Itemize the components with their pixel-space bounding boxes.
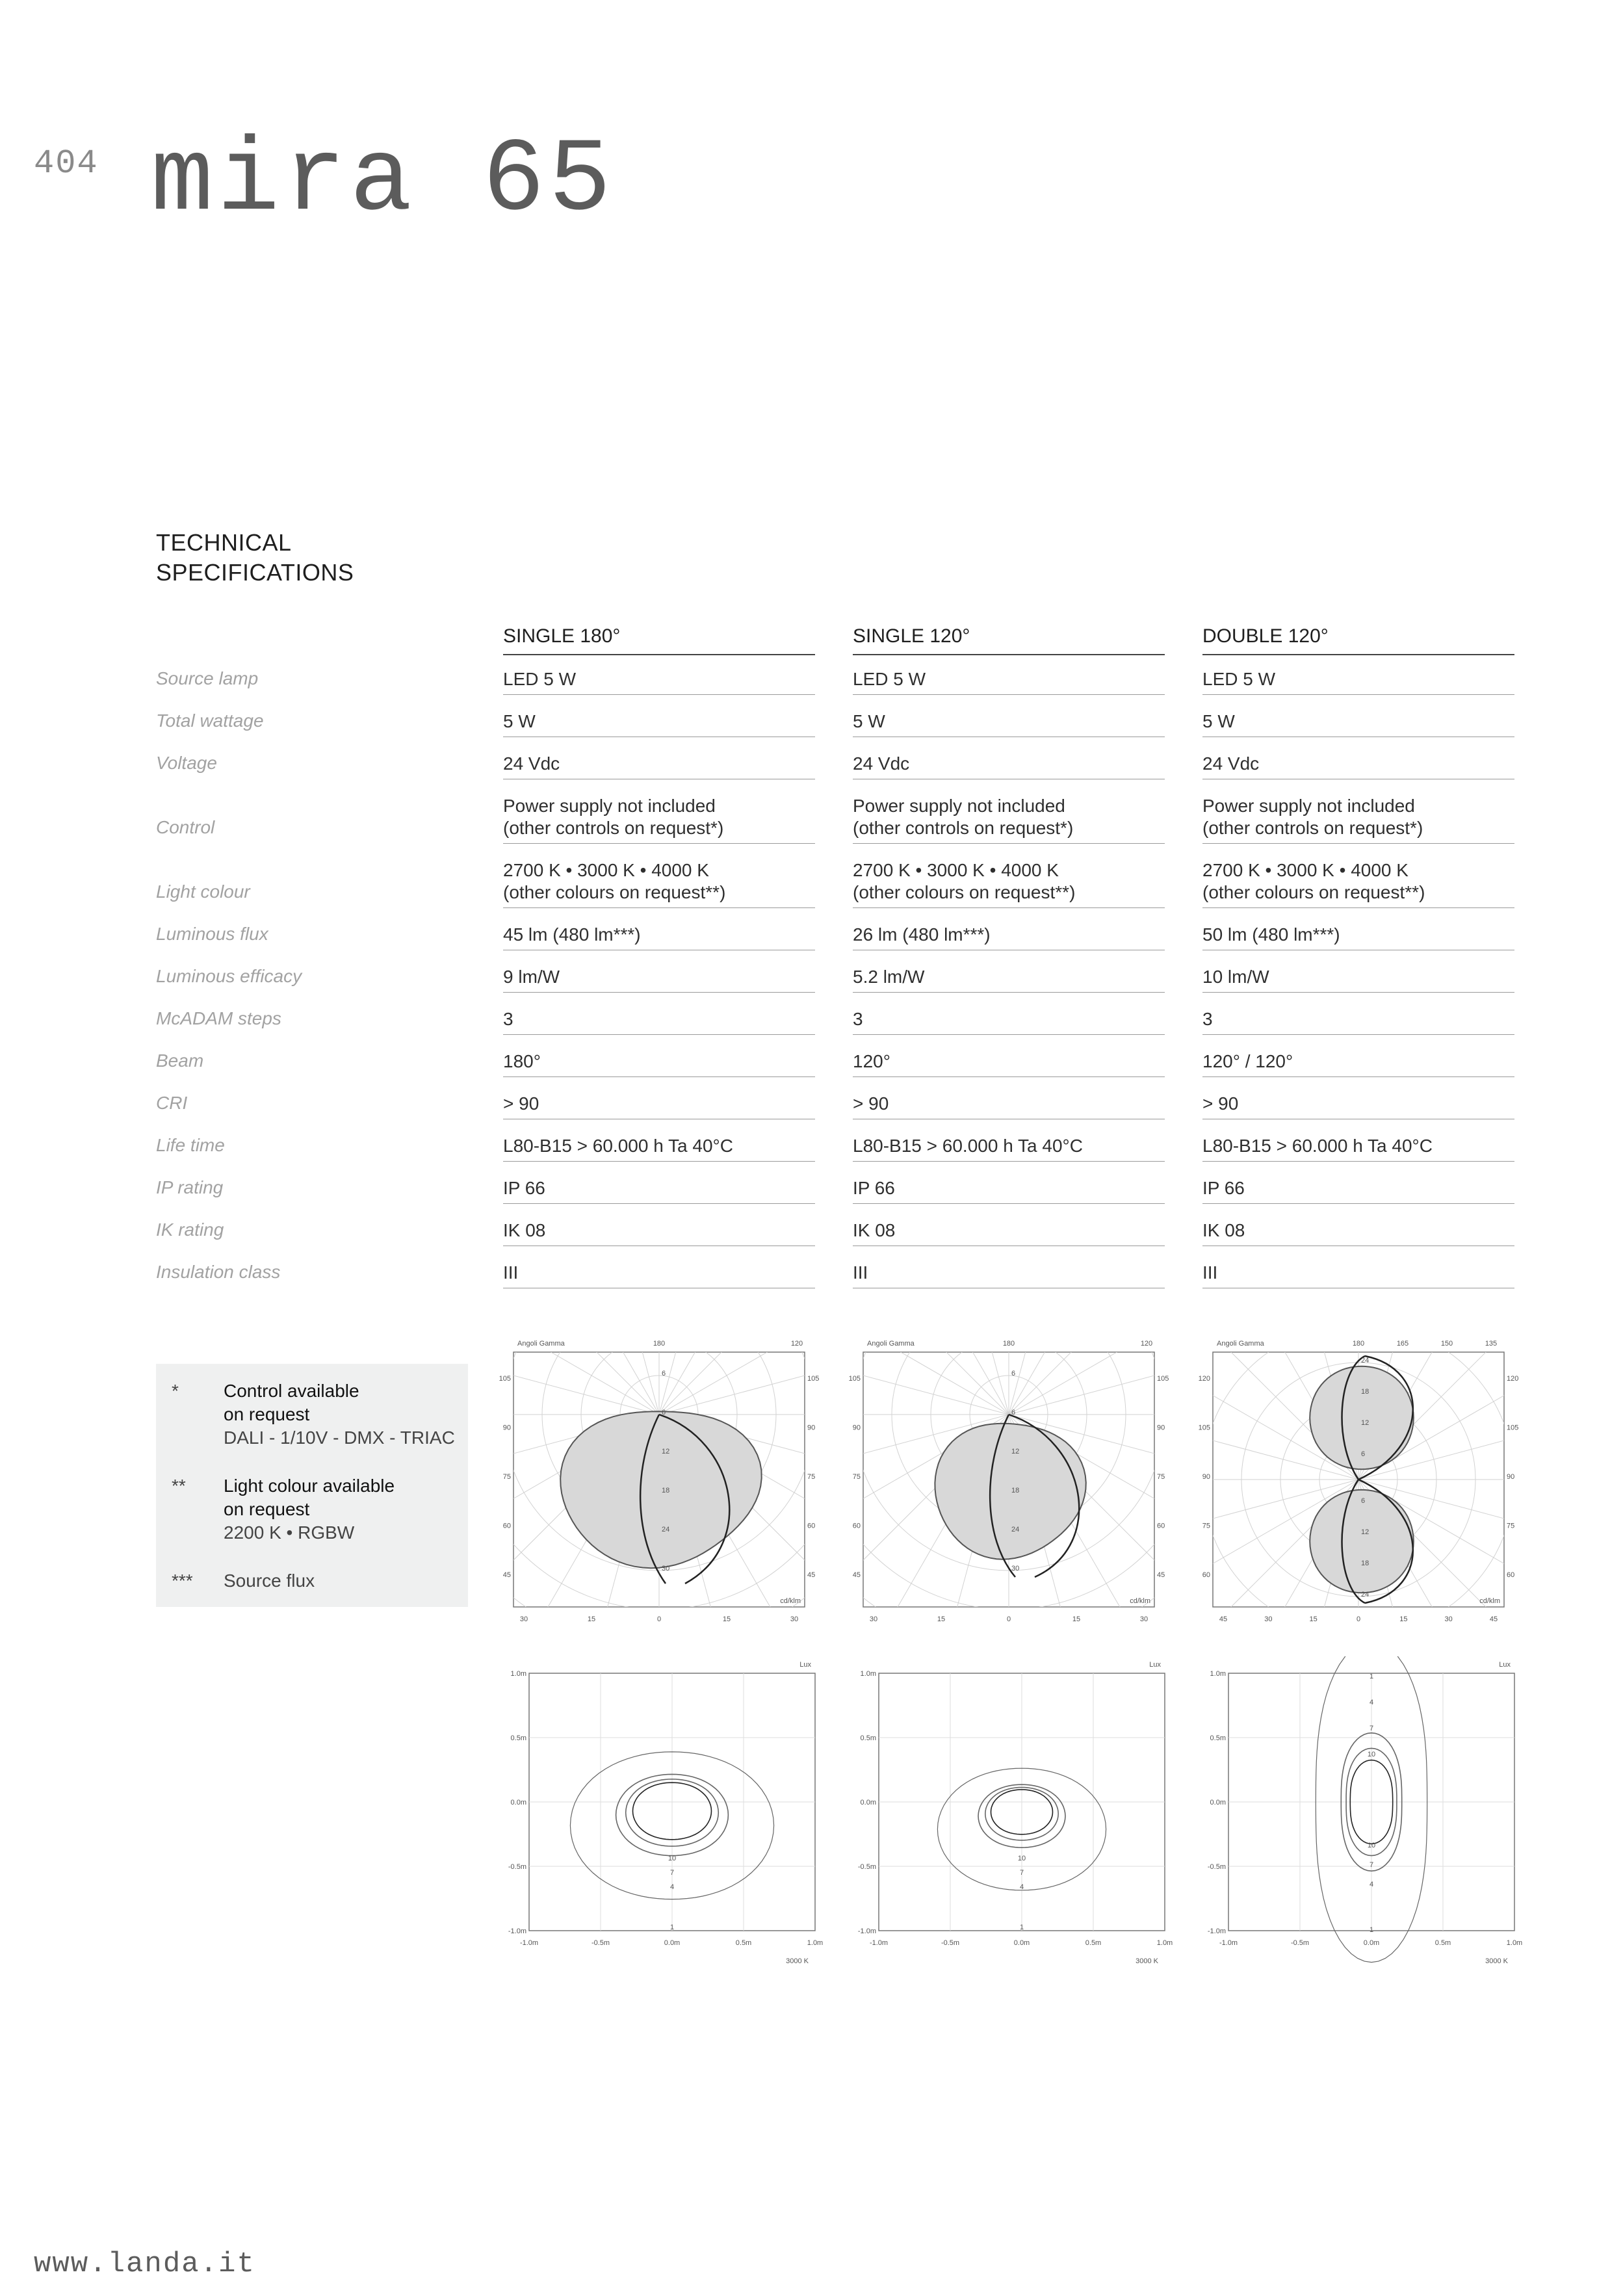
header-label: Angoli Gamma (1217, 1340, 1264, 1348)
radial-value: 6 (1361, 1497, 1366, 1505)
row-label: Source lamp (156, 668, 259, 688)
spec-cell (853, 753, 1165, 779)
footnote-mark: ** (172, 1476, 186, 1496)
website-url: www.landa.it (34, 2248, 255, 2280)
angle-label: 60 (1202, 1571, 1210, 1579)
grid-ray (490, 1331, 659, 1415)
spec-cell (1202, 1050, 1514, 1077)
footnote-title: on request (224, 1499, 310, 1519)
radial-value: 18 (1361, 1559, 1370, 1567)
row-label: IP rating (156, 1177, 224, 1197)
contour-label: 10 (668, 1855, 677, 1862)
spec-value: (other colours on request**) (1202, 882, 1425, 902)
row-label: Total wattage (156, 711, 264, 731)
spec-cell (1202, 1008, 1514, 1035)
angle-label: 75 (1157, 1473, 1165, 1481)
radial-value: 12 (662, 1448, 670, 1455)
footnote-box (156, 1364, 468, 1607)
angle-label: 75 (1507, 1522, 1515, 1530)
tick-label: -1.0m (869, 1939, 889, 1947)
tick-label: 0.0m (1210, 1799, 1226, 1807)
tick-label: 0 (656, 1615, 662, 1623)
grid-ray (840, 1331, 1009, 1415)
spec-value: (other colours on request**) (503, 882, 726, 902)
lux-diagram (1189, 1656, 1527, 1979)
tick-label: -0.5m (1290, 1939, 1310, 1947)
contour-label: 4 (1369, 1699, 1374, 1706)
spec-value: 9 lm/W (503, 967, 560, 987)
tick-label: 1.0m (807, 1939, 824, 1947)
spec-cell (503, 1220, 815, 1246)
spec-value: 5.2 lm/W (853, 967, 925, 987)
tick-label: 0.5m (510, 1734, 526, 1742)
grid-ray (840, 1331, 1009, 1415)
angle-label: 60 (807, 1522, 816, 1530)
spec-cell (1202, 1135, 1514, 1162)
footnote-text: DALI - 1/10V - DMX - TRIAC (224, 1428, 455, 1448)
spec-cell (503, 711, 815, 737)
contour-label: 10 (1367, 1751, 1376, 1758)
lux-diagram (490, 1656, 828, 1979)
row-label: IK rating (156, 1220, 224, 1240)
spec-cell (1202, 859, 1514, 908)
angle-label: 60 (1507, 1571, 1515, 1579)
radial-value: 18 (662, 1487, 670, 1494)
photometric-curve-fill (935, 1424, 1085, 1559)
spec-cell (1202, 1220, 1514, 1246)
spec-cell (503, 859, 815, 908)
grid-ray (490, 1331, 659, 1415)
spec-value: 2700 K • 3000 K • 4000 K (1202, 860, 1409, 880)
radial-value: 30 (1011, 1565, 1020, 1572)
spec-value: L80-B15 > 60.000 h Ta 40°C (503, 1136, 733, 1156)
spec-value: (other controls on request*) (503, 818, 724, 838)
tick-label: 0 (1356, 1615, 1361, 1623)
tick-label: 0.5m (735, 1939, 752, 1947)
spec-value: L80-B15 > 60.000 h Ta 40°C (853, 1136, 1083, 1156)
spec-value: Power supply not included (853, 796, 1065, 816)
header-label: Angoli Gamma (867, 1340, 915, 1348)
angle-label: 105 (1507, 1424, 1519, 1432)
spec-cell (853, 1262, 1165, 1288)
radial-value: 6 (662, 1370, 666, 1377)
spec-cell (503, 1177, 815, 1204)
photometric-curve-fill (560, 1411, 761, 1568)
tick-label: 30 (1444, 1615, 1453, 1623)
tick-label: 0.5m (1085, 1939, 1102, 1947)
spec-value: IK 08 (503, 1220, 546, 1240)
section-title-line2: SPECIFICATIONS (156, 559, 354, 586)
contour-label: 4 (1019, 1883, 1024, 1891)
spec-value: 5 W (503, 711, 536, 731)
tick-label: -0.5m (857, 1863, 876, 1871)
angle-label: 60 (852, 1522, 861, 1530)
spec-value: LED 5 W (503, 669, 577, 689)
angle-label: 120 (1140, 1340, 1153, 1348)
spec-value: (other controls on request*) (853, 818, 1074, 838)
spec-value: 5 W (853, 711, 885, 731)
spec-value: 24 Vdc (1202, 753, 1260, 774)
spec-value: 26 lm (480 lm***) (853, 924, 991, 945)
angle-label: 90 (1507, 1473, 1515, 1481)
tick-label: 1.0m (1210, 1670, 1226, 1678)
tick-label: 0 (1006, 1615, 1011, 1623)
tick-label: 1.0m (1156, 1939, 1173, 1947)
angle-label: 90 (502, 1424, 511, 1432)
angle-label: 45 (1157, 1571, 1165, 1579)
radial-value: 24 (1361, 1357, 1370, 1364)
row-label: Light colour (156, 881, 250, 902)
spec-cell (853, 966, 1165, 993)
spec-cell (853, 859, 1165, 908)
spec-value: 10 lm/W (1202, 967, 1269, 987)
spec-value: 180° (503, 1051, 541, 1071)
tick-label: 30 (519, 1615, 528, 1623)
radial-value: 12 (1361, 1419, 1370, 1427)
angle-label: 90 (1157, 1424, 1165, 1432)
spec-cell (1202, 711, 1514, 737)
angle-label: 120 (1507, 1375, 1519, 1383)
unit-label: Lux (799, 1661, 811, 1669)
spec-value: 45 lm (480 lm***) (503, 924, 641, 945)
tick-label: 0.0m (860, 1799, 876, 1807)
tick-label: 0.0m (1013, 1939, 1030, 1947)
spec-value: IP 66 (503, 1178, 545, 1198)
tick-label: -0.5m (591, 1939, 610, 1947)
tick-label: 15 (722, 1615, 731, 1623)
tick-label: 0.5m (1210, 1734, 1226, 1742)
row-label: Life time (156, 1135, 225, 1155)
radial-value: 30 (662, 1565, 670, 1572)
polar-diagram (490, 1331, 828, 1633)
spec-cell (1202, 966, 1514, 993)
spec-cell (1202, 753, 1514, 779)
angle-label: 75 (1202, 1522, 1210, 1530)
spec-cell (503, 753, 815, 779)
row-label: Beam (156, 1050, 204, 1071)
spec-value: III (853, 1262, 868, 1283)
tick-label: 1.0m (860, 1670, 876, 1678)
tick-label: 45 (1219, 1615, 1228, 1623)
row-label: McADAM steps (156, 1008, 281, 1028)
tick-label: -1.0m (1219, 1939, 1238, 1947)
angle-label: 90 (1202, 1473, 1210, 1481)
angle-label: 45 (807, 1571, 816, 1579)
angle-label: 75 (502, 1473, 511, 1481)
radial-value: 6 (1011, 1409, 1016, 1416)
angle-label: 45 (852, 1571, 861, 1579)
header-label: Angoli Gamma (517, 1340, 565, 1348)
spec-value: LED 5 W (853, 669, 926, 689)
spec-value: Power supply not included (503, 796, 716, 816)
contour-label: 7 (1369, 1861, 1374, 1869)
spec-value: 5 W (1202, 711, 1235, 731)
spec-cell (853, 668, 1165, 695)
radial-value: 24 (662, 1526, 670, 1533)
angle-label: 120 (1198, 1375, 1210, 1383)
spec-value: 3 (853, 1009, 863, 1029)
tick-label: -1.0m (508, 1927, 526, 1935)
angle-label: 120 (790, 1340, 803, 1348)
radial-value: 6 (1361, 1450, 1366, 1458)
spec-cell (503, 1135, 815, 1162)
temperature-label: 3000 K (1136, 1957, 1158, 1965)
photometric-curve-fill (1310, 1490, 1414, 1593)
contour-label: 7 (1019, 1869, 1024, 1877)
angle-label: 105 (499, 1375, 511, 1383)
tick-label: 30 (869, 1615, 878, 1623)
footnote-title: on request (224, 1404, 310, 1424)
footnote-title: Light colour available (224, 1476, 395, 1496)
tick-label: 1.0m (1506, 1939, 1523, 1947)
spec-cell (1202, 1093, 1514, 1119)
angle-label: 180 (653, 1340, 666, 1348)
spec-cell (853, 1093, 1165, 1119)
spec-value: 2700 K • 3000 K • 4000 K (853, 860, 1059, 880)
tick-label: 1.0m (510, 1670, 526, 1678)
angle-label: 135 (1485, 1340, 1498, 1348)
spec-value: III (1202, 1262, 1218, 1283)
angle-label: 60 (502, 1522, 511, 1530)
angle-label: 90 (807, 1424, 816, 1432)
tick-label: -0.5m (941, 1939, 960, 1947)
contour-label: 7 (669, 1869, 675, 1877)
tick-label: 0.0m (664, 1939, 681, 1947)
radial-value: 18 (1011, 1487, 1020, 1494)
spec-value: (other controls on request*) (1202, 818, 1423, 838)
contour-label: 1 (1369, 1673, 1374, 1680)
grid-ray (490, 1331, 659, 1415)
spec-value: 24 Vdc (853, 753, 910, 774)
spec-cell (1202, 924, 1514, 950)
angle-label: 105 (1198, 1424, 1210, 1432)
spec-cell (503, 668, 815, 695)
grid-ray (659, 1331, 760, 1415)
spec-value: (other colours on request**) (853, 882, 1076, 902)
tick-label: 30 (1264, 1615, 1273, 1623)
contour-label: 7 (1369, 1725, 1374, 1732)
spec-cell (1202, 1262, 1514, 1288)
tick-label: 0.0m (1363, 1939, 1380, 1947)
angle-label: 180 (1352, 1340, 1365, 1348)
section-title (156, 528, 354, 588)
tick-label: 15 (1072, 1615, 1081, 1623)
angle-label: 180 (1002, 1340, 1015, 1348)
polar-grid (840, 1331, 1178, 1633)
tick-label: 15 (587, 1615, 596, 1623)
tick-label: 0.5m (860, 1734, 876, 1742)
spec-cell (503, 1093, 815, 1119)
spec-cell (503, 924, 815, 950)
radial-value: 24 (1361, 1591, 1370, 1598)
polar-grid (490, 1331, 828, 1633)
tick-label: 0.0m (510, 1799, 526, 1807)
angle-label: 105 (848, 1375, 861, 1383)
spec-cell (853, 1050, 1165, 1077)
tick-label: -1.0m (519, 1939, 539, 1947)
angle-label: 105 (1157, 1375, 1169, 1383)
grid-ray (908, 1331, 1009, 1415)
angle-label: 75 (807, 1473, 816, 1481)
row-label: Luminous flux (156, 924, 268, 944)
angle-label: 90 (852, 1424, 861, 1432)
spec-value: III (503, 1262, 519, 1283)
radial-value: 12 (1361, 1528, 1370, 1536)
angle-label: 105 (807, 1375, 820, 1383)
grid-ray (558, 1331, 659, 1415)
spec-value: 120° / 120° (1202, 1051, 1293, 1071)
tick-label: -1.0m (857, 1927, 876, 1935)
row-label: Luminous efficacy (156, 966, 302, 986)
lux-diagram (840, 1656, 1178, 1979)
tick-label: -0.5m (1207, 1863, 1226, 1871)
radial-value: 18 (1361, 1388, 1370, 1396)
tick-label: -0.5m (508, 1863, 526, 1871)
spec-cell (853, 1135, 1165, 1162)
footnote-mark: *** (172, 1571, 193, 1591)
spec-cell (503, 1050, 815, 1077)
tick-label: 0.5m (1435, 1939, 1451, 1947)
spec-value: LED 5 W (1202, 669, 1276, 689)
tick-label: 45 (1489, 1615, 1498, 1623)
spec-value: IP 66 (853, 1178, 895, 1198)
contour-label: 10 (1367, 1842, 1376, 1849)
unit-label: Lux (1149, 1661, 1161, 1669)
page-number: 404 (34, 144, 99, 183)
spec-cell (503, 966, 815, 993)
footnote-text: 2200 K • RGBW (224, 1522, 355, 1543)
contour-label: 4 (1369, 1881, 1374, 1888)
angle-label: 75 (852, 1473, 861, 1481)
grid-ray (1009, 1331, 1110, 1415)
contour-label: 1 (1369, 1926, 1374, 1934)
spec-value: > 90 (1202, 1093, 1239, 1114)
temperature-label: 3000 K (786, 1957, 809, 1965)
tick-label: 15 (937, 1615, 946, 1623)
angle-label: 45 (502, 1571, 511, 1579)
angle-label: 150 (1440, 1340, 1453, 1348)
footnote-title: Control available (224, 1381, 359, 1401)
spec-value: 2700 K • 3000 K • 4000 K (503, 860, 709, 880)
temperature-label: 3000 K (1485, 1957, 1508, 1965)
angle-label: 165 (1396, 1340, 1409, 1348)
spec-value: > 90 (853, 1093, 889, 1114)
radial-value: 12 (1011, 1448, 1020, 1455)
spec-cell (853, 924, 1165, 950)
spec-value: 24 Vdc (503, 753, 560, 774)
spec-cell (853, 1008, 1165, 1035)
row-label: CRI (156, 1093, 188, 1113)
tick-label: 30 (1139, 1615, 1149, 1623)
polar-diagram (840, 1331, 1178, 1633)
spec-value: Power supply not included (1202, 796, 1415, 816)
spec-cell (503, 1008, 815, 1035)
tick-label: -1.0m (1207, 1927, 1226, 1935)
polar-grid (1189, 1331, 1527, 1633)
spec-cell (853, 795, 1165, 844)
unit-label: cd/klm (780, 1597, 801, 1605)
product-title: mira 65 (151, 123, 616, 241)
spec-value: 3 (503, 1009, 513, 1029)
spec-cell (853, 1177, 1165, 1204)
spec-value: 120° (853, 1051, 890, 1071)
tick-label: 15 (1309, 1615, 1318, 1623)
spec-cell (503, 795, 815, 844)
footnote-mark: * (172, 1381, 179, 1401)
tick-label: 30 (790, 1615, 799, 1623)
tick-label: 15 (1399, 1615, 1408, 1623)
unit-label: cd/klm (1479, 1597, 1500, 1605)
column-header: DOUBLE 120° (1202, 625, 1514, 655)
row-label: Control (156, 817, 215, 837)
spec-value: IK 08 (1202, 1220, 1245, 1240)
spec-value: 3 (1202, 1009, 1213, 1029)
radial-value: 6 (1011, 1370, 1016, 1377)
grid-ray (490, 1331, 659, 1415)
spec-cell (853, 711, 1165, 737)
spec-value: 50 lm (480 lm***) (1202, 924, 1340, 945)
footnote-text: Source flux (224, 1571, 315, 1591)
polar-diagram (1189, 1331, 1527, 1633)
angle-label: 60 (1157, 1522, 1165, 1530)
radial-value: 24 (1011, 1526, 1020, 1533)
spec-cell (1202, 795, 1514, 844)
contour-label: 1 (1019, 1924, 1024, 1931)
spec-cell (503, 1262, 815, 1288)
grid-ray (840, 1331, 1009, 1415)
unit-label: cd/klm (1130, 1597, 1150, 1605)
column-header: SINGLE 120° (853, 625, 1165, 655)
spec-value: L80-B15 > 60.000 h Ta 40°C (1202, 1136, 1433, 1156)
grid-ray (840, 1331, 1009, 1415)
spec-cell (853, 1220, 1165, 1246)
spec-cell (1202, 668, 1514, 695)
radial-value: 6 (662, 1409, 666, 1416)
contour-label: 1 (669, 1924, 675, 1931)
spec-value: IP 66 (1202, 1178, 1245, 1198)
spec-value: > 90 (503, 1093, 539, 1114)
column-header: SINGLE 180° (503, 625, 815, 655)
contour-label: 10 (1017, 1855, 1026, 1862)
row-label: Voltage (156, 753, 217, 773)
spec-value: IK 08 (853, 1220, 896, 1240)
section-title-line1: TECHNICAL (156, 529, 292, 556)
row-label: Insulation class (156, 1262, 281, 1282)
contour-label: 4 (669, 1883, 675, 1891)
spec-cell (1202, 1177, 1514, 1204)
unit-label: Lux (1499, 1661, 1511, 1669)
